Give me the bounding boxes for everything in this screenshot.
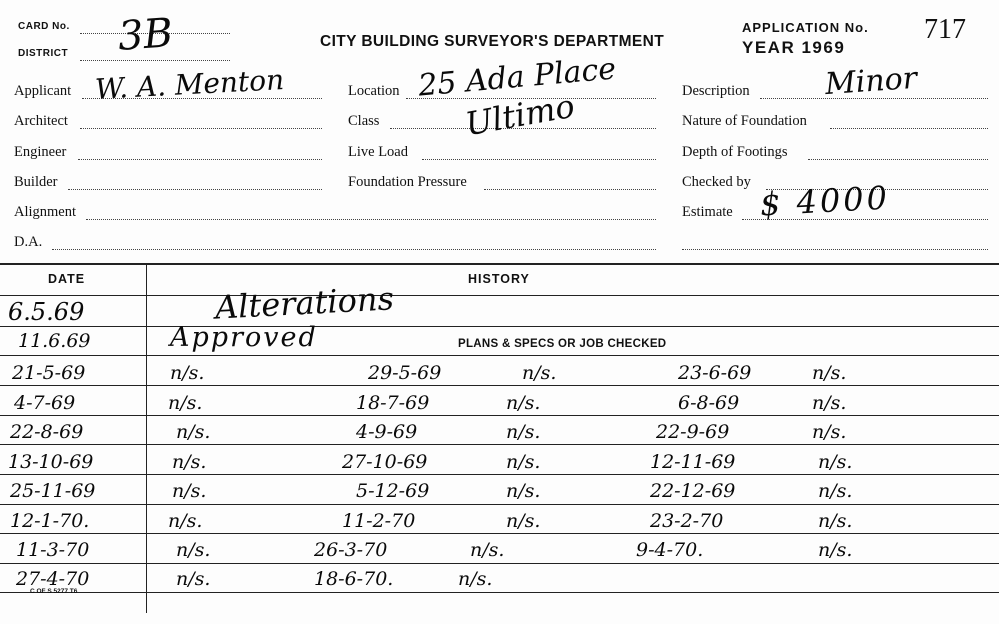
row-status: n/s. (176, 568, 211, 590)
row-date: 27-10-69 (342, 451, 428, 473)
architect-line (80, 128, 322, 129)
nature-line (830, 128, 988, 129)
description-value: Minor (823, 60, 919, 103)
card-value: 3B (116, 10, 175, 60)
form-code: C OF S 5277 T6 (30, 588, 78, 595)
live-load-label: Live Load (348, 144, 408, 160)
row-date: 6-8-69 (678, 392, 740, 414)
ruled-line (0, 326, 999, 327)
card-no-label: CARD No. (18, 21, 70, 32)
row-date: 6.5.69 (8, 298, 85, 326)
ruled-line (0, 563, 999, 564)
ruled-line (0, 295, 999, 296)
location-label: Location (348, 83, 400, 99)
row-status: n/s. (506, 392, 541, 414)
row-status: n/s. (812, 421, 847, 443)
row-status: n/s. (168, 510, 203, 532)
builder-line (68, 189, 322, 190)
row-status: n/s. (506, 421, 541, 443)
builder-label: Builder (14, 174, 58, 190)
row-date: 11-3-70 (16, 539, 90, 561)
alignment-line (86, 219, 656, 220)
date-header: DATE (48, 272, 86, 286)
alignment-label: Alignment (14, 204, 77, 220)
foundation-pressure-label: Foundation Pressure (348, 174, 467, 190)
row-date: 4-9-69 (356, 421, 418, 443)
da-label: D.A. (14, 234, 43, 250)
row-status: n/s. (470, 539, 505, 561)
row-status: n/s. (812, 362, 847, 384)
row-status: n/s. (818, 480, 853, 502)
ruled-line (0, 592, 999, 593)
depth-line (808, 159, 988, 160)
ruled-line (0, 533, 999, 534)
application-label: APPLICATION No. (742, 20, 869, 35)
row-date: 22-12-69 (650, 480, 736, 502)
description-label: Description (682, 83, 750, 99)
location-value: 25 Ada Place (416, 51, 618, 104)
row-status: n/s. (176, 539, 211, 561)
row-date: 27-4-70 (16, 568, 90, 590)
row-status: n/s. (522, 362, 557, 384)
ruled-line (0, 355, 999, 356)
row-date: 22-8-69 (10, 421, 84, 443)
checked-label: Checked by (682, 174, 751, 190)
row-status: n/s. (168, 392, 203, 414)
row-date: 5-12-69 (356, 480, 430, 502)
row-status: n/s. (170, 362, 205, 384)
blank-line (682, 249, 988, 250)
row-date: 18-7-69 (356, 392, 430, 414)
class-value: Ultimo (462, 86, 578, 144)
row-status: n/s. (818, 539, 853, 561)
row-status: n/s. (818, 451, 853, 473)
district-label: DISTRICT (18, 48, 69, 59)
row-date: 4-7-69 (14, 392, 76, 414)
row-status: n/s. (818, 510, 853, 532)
checked-stamp: PLANS & SPECS OR JOB CHECKED (458, 338, 667, 350)
ruled-line (0, 504, 999, 505)
row-status: n/s. (458, 568, 493, 590)
row-status: n/s. (176, 421, 211, 443)
estimate-label: Estimate (682, 204, 733, 220)
row-date: 29-5-69 (368, 362, 442, 384)
row-date: 12-1-70. (10, 510, 90, 532)
ruled-line (0, 444, 999, 445)
district-line (80, 60, 230, 61)
row-date: 21-5-69 (12, 362, 86, 384)
row-status: n/s. (172, 480, 207, 502)
row-date: 26-3-70 (314, 539, 388, 561)
class-label: Class (348, 113, 380, 129)
row-date: 13-10-69 (8, 451, 94, 473)
row-status: n/s. (172, 451, 207, 473)
row-date: 22-9-69 (656, 421, 730, 443)
row-date: 25-11-69 (10, 480, 96, 502)
live-load-line (422, 159, 656, 160)
application-number: 717 (924, 14, 966, 45)
da-line (52, 249, 656, 250)
row-date: 18-6-70. (314, 568, 394, 590)
row-date: 12-11-69 (650, 451, 736, 473)
row-status: n/s. (506, 480, 541, 502)
nature-label: Nature of Foundation (682, 113, 807, 129)
depth-label: Depth of Footings (682, 144, 788, 160)
year-label: YEAR 1969 (742, 38, 846, 57)
department-title: CITY BUILDING SURVEYOR'S DEPARTMENT (320, 33, 665, 50)
engineer-label: Engineer (14, 144, 67, 160)
row-history: Alterations (214, 279, 395, 327)
estimate-value: $ 4000 (759, 178, 891, 224)
ruled-line (0, 474, 999, 475)
row-status: n/s. (506, 451, 541, 473)
row-status: n/s. (812, 392, 847, 414)
ruled-line (0, 385, 999, 386)
date-column-divider (146, 263, 147, 613)
row-date: 11-2-70 (342, 510, 416, 532)
row-date: 23-2-70 (650, 510, 724, 532)
ruled-line (0, 415, 999, 416)
architect-label: Architect (14, 113, 68, 129)
row-date: 9-4-70. (636, 539, 704, 561)
row-status: n/s. (506, 510, 541, 532)
row-date: 11.6.69 (18, 330, 91, 352)
applicant-label: Applicant (14, 83, 72, 99)
table-top-border (0, 263, 999, 265)
applicant-value: W. A. Menton (94, 63, 285, 106)
engineer-line (78, 159, 322, 160)
row-history: Approved (170, 322, 318, 353)
history-header: HISTORY (468, 272, 530, 286)
row-date: 23-6-69 (678, 362, 752, 384)
foundation-pressure-line (484, 189, 656, 190)
